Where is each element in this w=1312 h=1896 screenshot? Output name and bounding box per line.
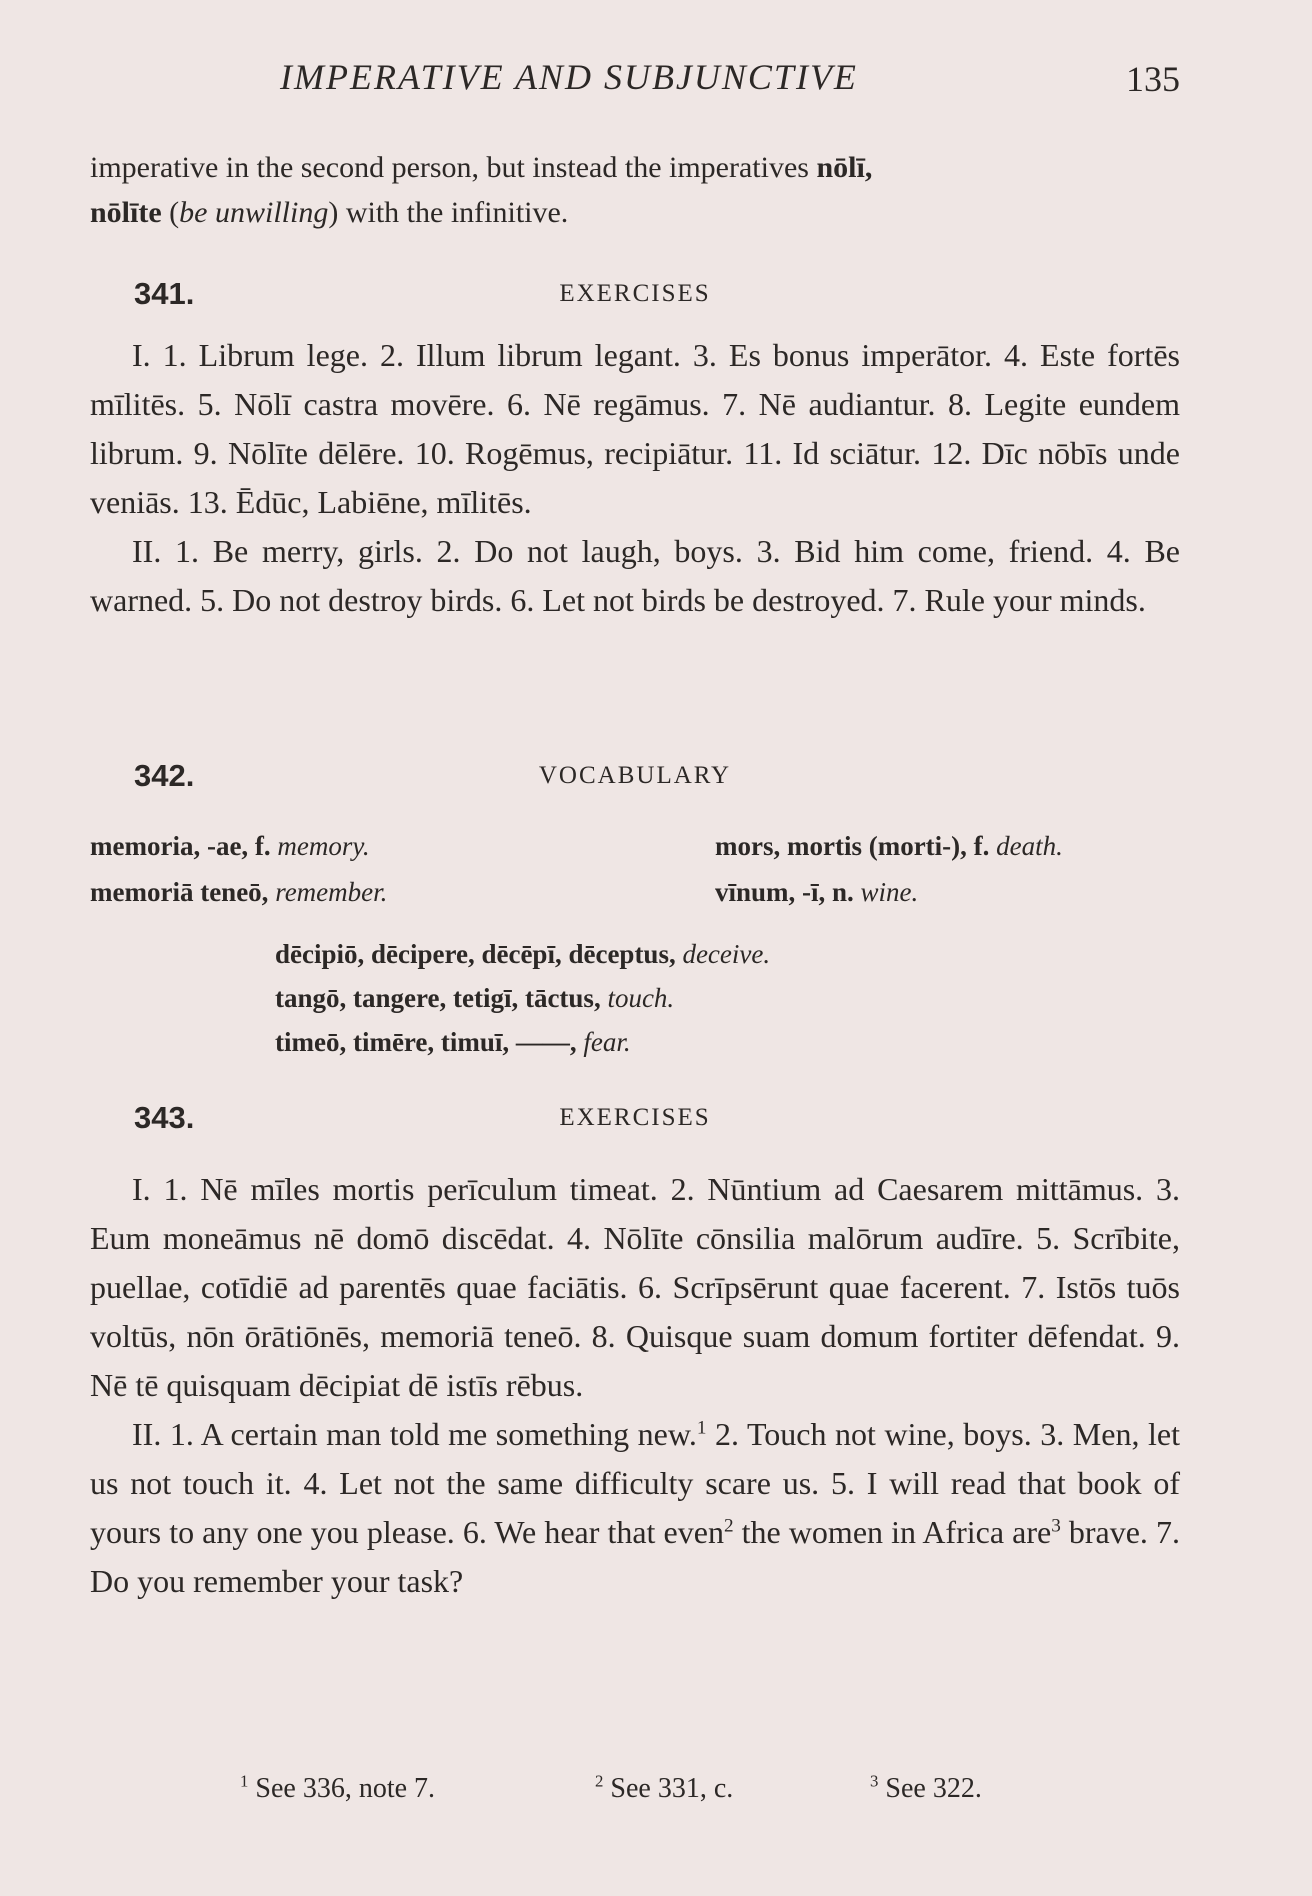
exercise-set-latin: I. 1. Librum lege. 2. Illum librum legant. 3. Es bonus imperātor. 4. Este fortēs mīlitēs. 5. Nōlī castra movēre. 6. Nē regāmus. 7. Nē audiantur. 8. Legite eundem librum. 9. Nōlīte dēlēre. 10. Rogēmus, recipiātur. 11. Id sciātur. 12. Dīc nōbīs unde veniās. 13. Ēdūc, Labiēne, mīlitēs. [90,337,1180,520]
exercise-set-latin: I. 1. Nē mīles mortis perīculum timeat. 2. Nūntium ad Caesarem mittāmus. 3. Eum moneāmus nē domō discēdat. 4. Nōlīte cōnsilia malōrum audīre. 5. Scrībite, puellae, cotīdiē ad parentēs quae faciātis. 6. Scrīpsērunt quae facerent. 7. Istōs tuōs voltūs, nōn ōrātiōnēs, memoriā teneō. 8. Quisque suam domum fortiter dēfendat. 9. Nē tē quisquam dēcipiat dē istīs rēbus. [90,1171,1180,1403]
vocab-entry: memoria, -ae, f. memory. [90,831,370,861]
footnote-1: $^1$ See 336, note 7. [240,1771,436,1804]
exercise-set-english: II. 1. A certain man told me something new.$^1$ 2. Touch not wine, boys. 3. Men, let us not touch it. 4. Let not the same difficulty scare us. 5. I will read that book of yours to any one you please. 6. We hear that even$^2$ the women in Africa are$^3$ brave. 7. Do you remember your task? [90,1416,1181,1599]
intro-noli: nōlī, [816,151,873,184]
page-header [90,52,1180,102]
vocab-entry: tangō, tangere, tetigī, tāctus, touch. [275,983,675,1013]
intro-paragraph [90,145,1180,235]
vocab-entry: vīnum, -ī, n. wine. [715,877,919,907]
footnote-ref: 1 [696,1417,707,1439]
section-number: 341. [134,276,195,311]
section-343-exercises [90,1165,1180,1606]
intro-text: imperative in the second person, but instead the imperatives [90,151,817,184]
section-title: EXERCISES [559,1104,711,1131]
section-number: 342. [134,758,195,793]
section-341-exercises [90,331,1180,625]
vocab-entry: memoriā teneō, remember. [90,877,388,907]
section-title: VOCABULARY [538,762,732,789]
section-342-heading [90,758,1180,802]
section-343-heading [90,1100,1180,1144]
page-number: 135 [1126,59,1180,99]
vocab-entry: timeō, timēre, timuī, ——, fear. [275,1027,631,1057]
vocab-entry: mors, mortis (morti-), f. death. [715,831,1063,861]
footnote-2: $^2$ See 331, c. [595,1771,734,1804]
footnote-ref: 3 [1051,1515,1061,1537]
section-341-heading [90,276,1180,320]
intro-gloss: be unwilling [179,196,329,229]
running-title: IMPERATIVE AND SUBJUNCTIVE [280,57,858,97]
section-number: 343. [134,1100,195,1135]
section-title: EXERCISES [559,280,711,307]
vocab-entry: dēcipiō, dēcipere, dēcēpī, dēceptus, deceive. [275,939,771,969]
exercise-set-english: II. 1. Be merry, girls. 2. Do not laugh, boys. 3. Bid him come, friend. 4. Be warned. 5. Do not destroy birds. 6. Let not birds be destroyed. 7. Rule your minds. [90,533,1180,618]
intro-paren: ( [161,196,180,229]
intro-nolite: nōlīte [90,196,162,229]
intro-text-end: ) with the infinitive. [328,196,569,229]
footnote-ref: 2 [723,1515,734,1537]
footnote-3: $^3$ See 322. [870,1771,982,1804]
